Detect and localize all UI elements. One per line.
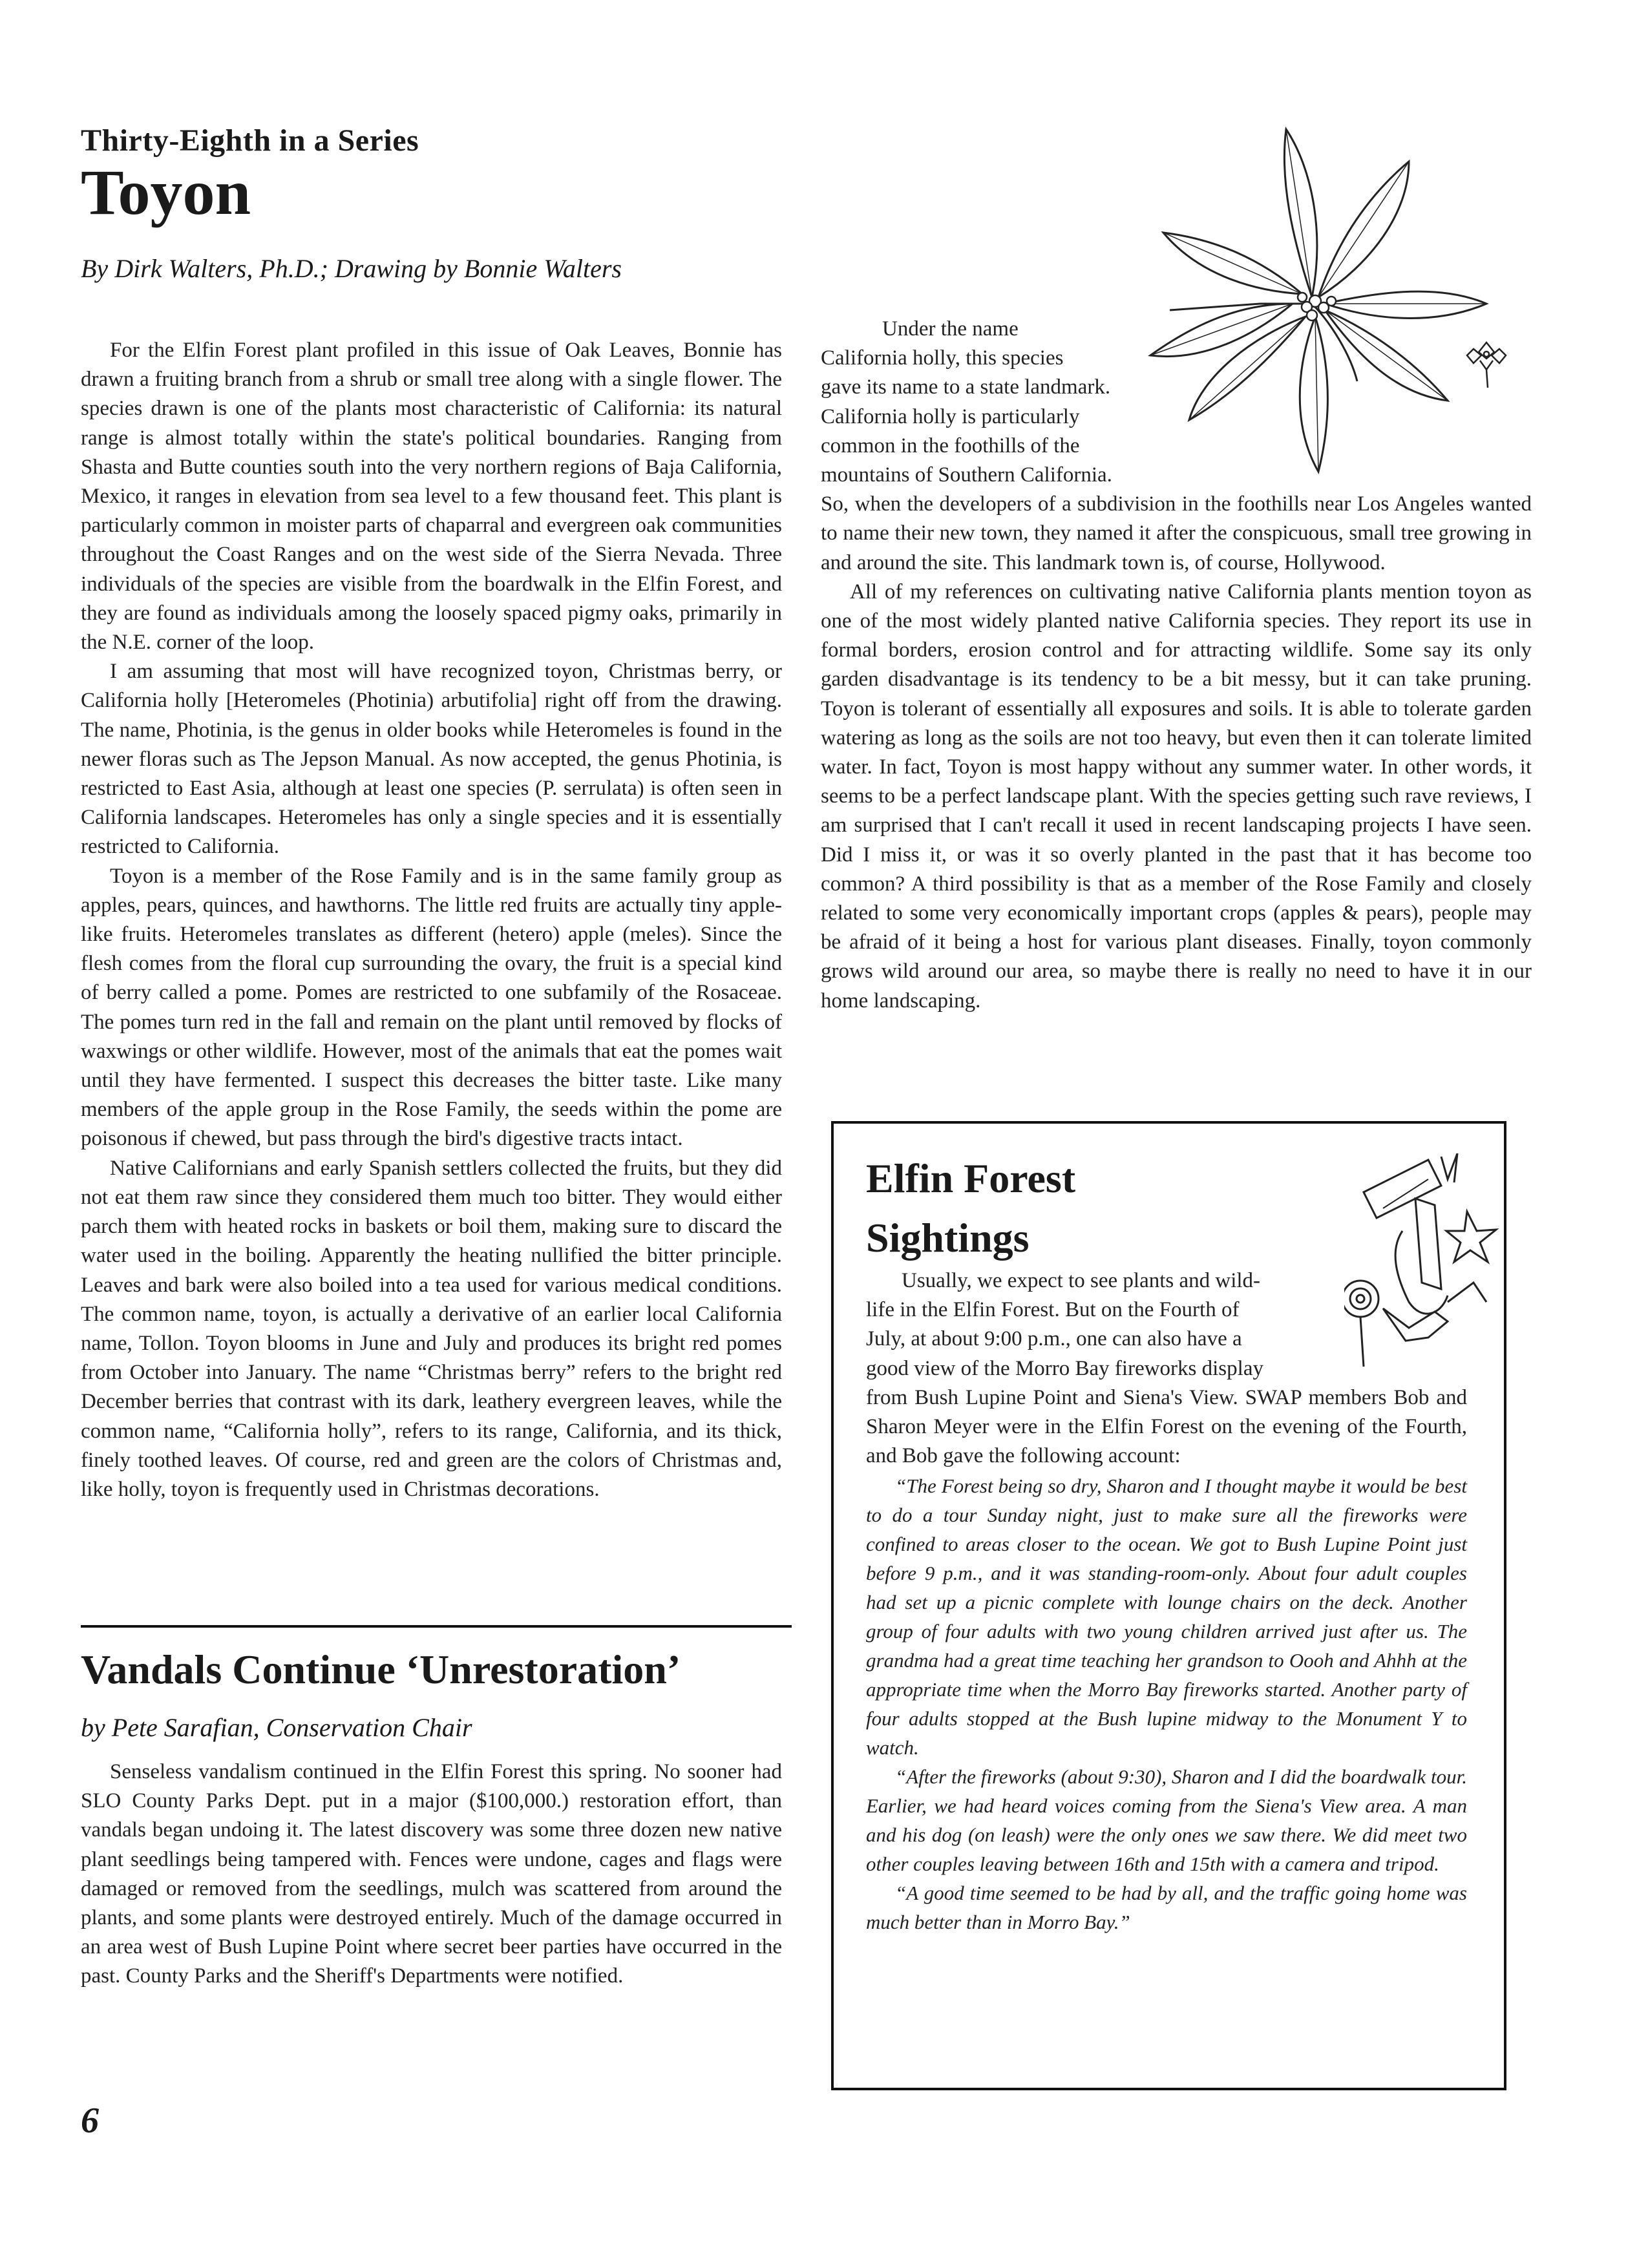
toyon-right-column <box>821 315 1532 1016</box>
sightings-title-line-2: Sightings <box>866 1215 1030 1261</box>
article-byline: By Dirk Walters, Ph.D.; Drawing by Bonnie Walters <box>81 254 622 283</box>
section-divider <box>81 1625 792 1628</box>
article-title: Toyon <box>81 156 251 228</box>
toyon-wrap-line-4: California holly is particularly <box>821 404 1080 428</box>
sightings-wrap-line-3: July, at about 9:00 p.m., one can also have a <box>866 1327 1242 1351</box>
toyon-paragraph-2: I am assuming that most will have recognized toyon, Christmas berry, or California holly [Heteromeles (Photinia) arbutifolia] right off from the drawing. The name, Photinia, is the genus in older books while Heteromeles is found in the newer floras such as The Jepson Manual. As now accepted, the genus Photinia, is restricted to East Asia, although at least one species (P. serrulata) is often seen in California landscapes. Heteromeles has only a single species and it is essentially restricted to California. <box>81 660 782 859</box>
page-number: 6 <box>81 2101 99 2141</box>
toyon-wrap-line-5: common in the foothills of the <box>821 434 1080 457</box>
sightings-wrap-line-2: life in the Elfin Forest. But on the Fourth of <box>866 1298 1240 1322</box>
toyon-wrap-line-2: California holly, this species <box>821 346 1064 370</box>
toyon-wrap-line-6: mountains of Southern California. <box>821 463 1112 487</box>
toyon-paragraph-3: Toyon is a member of the Rose Family and is in the same family group as apples, pears, quinces, and hawthorns. The little red fruits are actually tiny apple-like fruits. Heteromeles translates as different (hetero) apple (meles). Since the flesh comes from the floral cup surrounding the ovary, the fruit is a special kind of berry called a pome. Pomes are restricted to one subfamily of the Rosaceae. The pomes turn red in the fall and remain on the plant until removed by flocks of waxwings or other wildlife. However, most of the animals that eat the pomes wait until they have fermented. I suspect this decreases the bitter taste. Like many members of the apple group in the Rose Family, the seeds within the pome are poisonous if chewed, but pass through the bird's digestive tracts intact. <box>81 864 782 1151</box>
toyon-wrap-line-1: Under the name <box>882 317 1019 341</box>
toyon-paragraph-6: All of my references on cultivating native California plants mention toyon as one of the most widely planted native California species. They report its use in formal borders, erosion control and for attracting wildlife. Some say its only garden disadvantage is its tendency to be a bit messy, but it can take pruning. Toyon is tolerant of essentially all exposures and soils. It is able to tolerate garden watering as long as the soils are not too heavy, but even then it can tolerate limited water. In fact, Toyon is most happy without any summer water. In other words, it seems to be a perfect landscape plant. With the species getting such rave reviews, I am surprised that I can't recall it used in recent landscaping projects I have seen. Did I miss it, or was it so overly planted in the past that it has become too common? A third possibility is that as a member of the Rose Family and closely related to some very economically important crops (apples & pears), people may be afraid of it being a host for various plant diseases. Finally, toyon commonly grows wild around our area, so maybe there is really no need to have it in our home landscaping. <box>821 580 1532 1013</box>
sightings-body <box>866 1383 1467 1937</box>
series-label: Thirty-Eighth in a Series <box>81 123 419 158</box>
toyon-left-column <box>81 336 782 1504</box>
toyon-paragraph-5: So, when the developers of a subdivision in the foothills near Los Angeles wanted to name their new town, they named it after the conspicuous, small tree growing in and around the site. This landmark town is, of course, Hollywood. <box>821 492 1532 574</box>
sightings-title-line-1: Elfin Forest <box>866 1155 1076 1201</box>
toyon-wrap-line-3: gave its name to a state landmark. <box>821 375 1111 399</box>
sightings-intro-wrap <box>866 1266 1318 1383</box>
sightings-quote-2: “After the fireworks (about 9:30), Sharon and I did the boardwalk tour. Earlier, we had heard voices coming from the Siena's View area. A man and his dog (on leash) were the only ones we saw there. We did meet two other couples leaving between 16th and 15th with a camera and tripod. <box>866 1765 1467 1875</box>
vandals-byline: by Pete Sarafian, Conservation Chair <box>81 1713 472 1742</box>
vandals-body <box>81 1758 782 1991</box>
sightings-intro: from Bush Lupine Point and Siena's View. SWAP members Bob and Sharon Meyer were in the Elfin Forest on the evening of the Fourth, and Bob gave the following account: <box>866 1386 1467 1468</box>
sightings-quote-3: “A good time seemed to be had by all, and the traffic going home was much better than in Morro Bay.” <box>866 1881 1467 1933</box>
sightings-wrap-line-4: good view of the Morro Bay fireworks display <box>866 1356 1263 1380</box>
sightings-wrap-line-1: Usually, we expect to see plants and wild- <box>902 1269 1261 1292</box>
vandals-paragraph: Senseless vandalism continued in the Elfin Forest this spring. No sooner had SLO County Parks Dept. put in a major ($100,000.) restoration effort, than vandals began undoing it. The latest discovery was some three dozen new native plant seedlings being tampered with. Fences were undone, cages and flags were damaged or removed from the seedlings, mulch was scattered from around the plants, and some plants were destroyed entirely. Much of the damage occurred in an area west of Bush Lupine Point where secret beer parties have occurred in the past. County Parks and the Sheriff's Departments were notified. <box>81 1760 782 1988</box>
toyon-paragraph-1: For the Elfin Forest plant profiled in this issue of Oak Leaves, Bonnie has drawn a fruiting branch from a shrub or small tree along with a single flower. The species drawn is one of the plants most characteristic of California: its natural range is almost totally within the state's political boundaries. Ranging from Shasta and Butte counties south into the very northern regions of Baja California, Mexico, it ranges in elevation from sea level to a few thousand feet. This plant is particularly common in moister parts of chaparral and evergreen oak communities throughout the Coast Ranges and on the west side of the Sierra Nevada. Three individuals of the species are visible from the boardwalk in the Elfin Forest, and they are found as individuals among the loosely spaced pigmy oaks, primarily in the N.E. corner of the loop. <box>81 339 782 655</box>
vandals-title: Vandals Continue ‘Unrestoration’ <box>81 1646 681 1692</box>
toyon-paragraph-4: Native Californians and early Spanish settlers collected the fruits, but they did not eat them raw since they considered them much too bitter. They would either parch them with heated rocks in baskets or boil them, making sure to discard the water used in the boiling. Apparently the heating nullified the bitter principle. Leaves and bark were also boiled into a tea used for various medical conditions. The common name, toyon, is actually a derivative of an earlier local California name, Tollon. Toyon blooms in June and July and produces its bright red pomes from October into January. The name “Christmas berry” refers to the bright red December berries that contrast with its dark, leathery evergreen leaves, while the common name, “California holly”, refers to its range, California, and its thick, finely toothed leaves. Of course, red and green are the colors of Christmas and, like holly, toyon is frequently used in Christmas decorations. <box>81 1156 782 1501</box>
fireworks-drawing <box>1344 1153 1499 1367</box>
sightings-quote-1: “The Forest being so dry, Sharon and I thought maybe it would be best to do a tour Sunday night, just to make sure all the fireworks were confined to areas closer to the ocean. We got to Bush Lupine Point just before 9 p.m., and it was standing-room-only. About four adult couples had set up a picnic complete with lounge chairs on the deck. Another group of four adults with two young children arrived just after us. The grandma had a great time teaching her grandson to Oooh and Ahhh at the appropriate time when the Morro Bay fireworks started. Another party of four adults stopped at the Bush lupine midway to the Monument Y to watch. <box>866 1474 1467 1759</box>
